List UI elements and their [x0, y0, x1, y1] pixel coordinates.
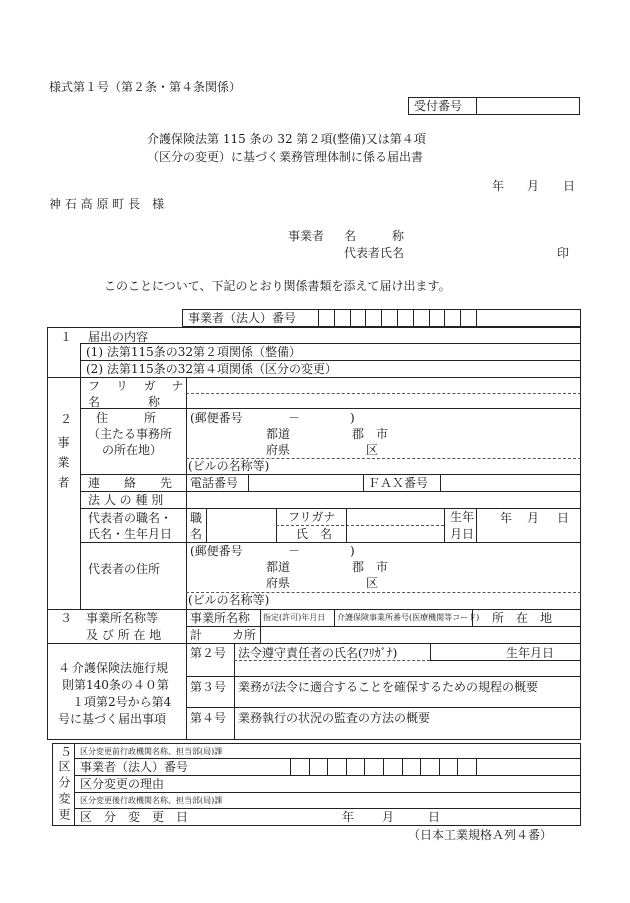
- business-number-digit-cell[interactable]: [460, 309, 477, 327]
- county-city: 郡 市: [352, 427, 389, 441]
- reception-number-field[interactable]: [478, 97, 578, 113]
- business-number-digit-cell[interactable]: [397, 309, 414, 327]
- building-name-label: (ビルの名称等): [188, 459, 270, 473]
- rep-mei: 名: [190, 527, 203, 541]
- rep-county-city: 郡 市: [352, 560, 389, 574]
- business-number-label: 事業者（法人）番号: [188, 311, 297, 325]
- seal-mark: 印: [557, 246, 570, 260]
- document-title-line1: 介護保険法第 115 条の 32 第２項(整備)又は第４項: [147, 132, 426, 146]
- business-number-digit-cell[interactable]: [309, 758, 329, 776]
- fax-label: ＦＡＸ番号: [368, 476, 429, 490]
- sec4-label-line3: １項第2号から第4: [72, 695, 172, 709]
- rep-birth-day: 日: [557, 511, 570, 525]
- rep-birth-year: 年: [500, 511, 513, 525]
- reception-number-label: 受付番号: [414, 99, 463, 113]
- rep-building-label: (ビルの名称等): [188, 593, 270, 607]
- sec1-item1[interactable]: (1) 法第115条の32第２項関係（整備）: [86, 345, 301, 359]
- business-number-digit-cell[interactable]: [429, 309, 446, 327]
- rep-name-field[interactable]: [348, 509, 442, 540]
- count-unit: カ所: [232, 628, 257, 642]
- business-number-digit-cell[interactable]: [346, 758, 366, 776]
- rep-furigana: フリガナ: [288, 510, 336, 524]
- sec5-business-number-label: 事業者（法人）番号: [80, 760, 189, 774]
- furigana-label: フ リ ガ ナ: [88, 379, 190, 393]
- business-number-digit-cell[interactable]: [413, 309, 430, 327]
- document-title-line2: （区分の変更）に基づく業務管理体制に係る届出書: [147, 150, 424, 164]
- prefecture-todo: 都道: [266, 427, 291, 441]
- postal-code-label: (郵便番号: [190, 411, 243, 425]
- business-number-digit-cell[interactable]: [327, 758, 347, 776]
- item3-text: 業務が法令に適合することを確保するための規程の概要: [238, 680, 539, 694]
- change-date-label: 区 分 変 更 日: [80, 810, 189, 824]
- date-year: 年: [492, 179, 505, 193]
- rep-prefecture-fuken: 府県: [266, 576, 291, 590]
- change-date-month: 月: [382, 810, 395, 824]
- item4-text: 業務執行の状況の監査の方法の概要: [238, 711, 431, 725]
- rep-ward: 区: [366, 576, 379, 590]
- designated-date-label: 指定(許可)年月日: [263, 613, 326, 622]
- date-day: 日: [563, 179, 576, 193]
- rep-title-label-line1: 代表者の職名・: [88, 511, 173, 525]
- item2-birth-label: 生年月日: [506, 646, 555, 660]
- rep-title-label-line2: 氏名・生年月日: [88, 527, 173, 541]
- business-number-digit-cell[interactable]: [420, 758, 440, 776]
- sec1-number: １: [60, 330, 73, 344]
- corporation-type-label: 法 人 の 種 別: [88, 493, 164, 507]
- business-number-digit-cell[interactable]: [334, 309, 351, 327]
- sec4-number: ４: [58, 661, 71, 675]
- name-label: 名 称: [88, 395, 161, 409]
- addressee: 神 石 高 原 町 長 様: [49, 197, 165, 211]
- business-number-digit-cell[interactable]: [457, 758, 477, 776]
- rep-birth-label-line1: 生年: [450, 510, 475, 524]
- business-number-digit-cell[interactable]: [383, 758, 403, 776]
- tel-label: 電話番号: [190, 476, 239, 490]
- sec3-number: ３: [60, 611, 73, 625]
- business-number-digit-cell[interactable]: [290, 758, 310, 776]
- address-label-line3: の所在地）: [102, 443, 163, 457]
- ward: 区: [366, 443, 379, 457]
- representative-name-label: 代表者氏名: [344, 246, 405, 260]
- fax-field[interactable]: [442, 475, 578, 490]
- change-date-year: 年: [342, 810, 355, 824]
- sec5-number: ５: [60, 745, 73, 759]
- compliance-officer-field[interactable]: [236, 661, 578, 675]
- postal-close: ): [350, 411, 355, 425]
- intro-sentence: このことについて、下記のとおり関係書類を添えて届け出ます。: [104, 279, 451, 293]
- rep-prefecture-todo: 都道: [266, 560, 291, 574]
- item2-text: 法令遵守責任者の氏名(ﾌﾘｶﾞﾅ): [238, 646, 398, 660]
- business-number-digit-cell[interactable]: [444, 309, 461, 327]
- applicant-label: 事業者: [288, 229, 325, 243]
- sec4-label-line2: 則第140条の４０第: [62, 678, 169, 692]
- change-reason-label: 区分変更の理由: [80, 777, 165, 791]
- address-label-line1: 住 所: [96, 411, 157, 425]
- rep-postal-label: (郵便番号: [190, 544, 243, 558]
- total-label: 計: [190, 628, 203, 642]
- business-number-digit-cell[interactable]: [318, 309, 335, 327]
- location-label: 所 在 地: [492, 611, 553, 625]
- rep-postal-dash: －: [288, 544, 301, 558]
- rep-birth-month: 月: [527, 511, 540, 525]
- business-number-digit-cell[interactable]: [381, 309, 398, 327]
- business-number-digit-cell[interactable]: [350, 309, 367, 327]
- business-number-digit-cell[interactable]: [402, 758, 422, 776]
- sec4-label-line4: 号に基づく届出事項: [58, 712, 167, 726]
- sec2-number: ２: [60, 412, 73, 426]
- postal-dash: －: [288, 411, 301, 425]
- contact-label: 連 絡 先: [88, 476, 173, 490]
- sec1-item2[interactable]: (2) 法第115条の32第４項関係（区分の変更）: [86, 362, 337, 376]
- prefecture-fuken: 府県: [266, 443, 291, 457]
- item2-number: 第２号: [190, 646, 227, 660]
- after-agency-label: 区分変更後行政機関名称、担当部(局)課: [80, 796, 223, 805]
- business-number-digit-cell[interactable]: [439, 758, 459, 776]
- name-field[interactable]: [188, 378, 578, 406]
- sec3-label-line2: 及 び 所 在 地: [86, 628, 162, 642]
- corporation-type-field[interactable]: [188, 492, 578, 507]
- applicant-name-label: 名 称: [344, 229, 405, 243]
- sec4-label-line1: 介護保険法施行規: [72, 661, 169, 675]
- business-number-digit-cell[interactable]: [365, 309, 382, 327]
- rep-shoku: 職: [190, 511, 203, 525]
- item3-number: 第３号: [190, 680, 227, 694]
- rep-name: 氏 名: [296, 527, 333, 541]
- date-month: 月: [527, 179, 540, 193]
- office-number-label: 介護保険事業所番号(医療機関等コード): [337, 613, 480, 622]
- office-count-field[interactable]: [206, 627, 228, 642]
- before-agency-label: 区分変更前行政機関名称、担当部(局)課: [80, 747, 223, 756]
- item4-number: 第４号: [190, 711, 227, 725]
- rep-postal-close: ): [350, 544, 355, 558]
- sec2-vertical-label: 事業者: [56, 436, 70, 496]
- paper-standard-note: （日本工業規格Ａ列４番）: [408, 828, 553, 842]
- rep-address-label: 代表者の住所: [88, 562, 161, 576]
- sec3-label-line1: 事業所名称等: [86, 611, 159, 625]
- form-number: 様式第１号（第２条・第４条関係）: [49, 80, 242, 94]
- rep-birth-label-line2: 月日: [450, 527, 475, 541]
- change-date-day: 日: [428, 810, 441, 824]
- sec1-title: 届出の内容: [88, 330, 149, 344]
- address-label-line2: （主たる事務所: [88, 427, 173, 441]
- sec5-vertical-label: 区分変更: [57, 760, 71, 824]
- office-name-label: 事業所名称: [190, 611, 251, 625]
- tel-field[interactable]: [250, 475, 360, 490]
- business-number-digit-cell[interactable]: [364, 758, 384, 776]
